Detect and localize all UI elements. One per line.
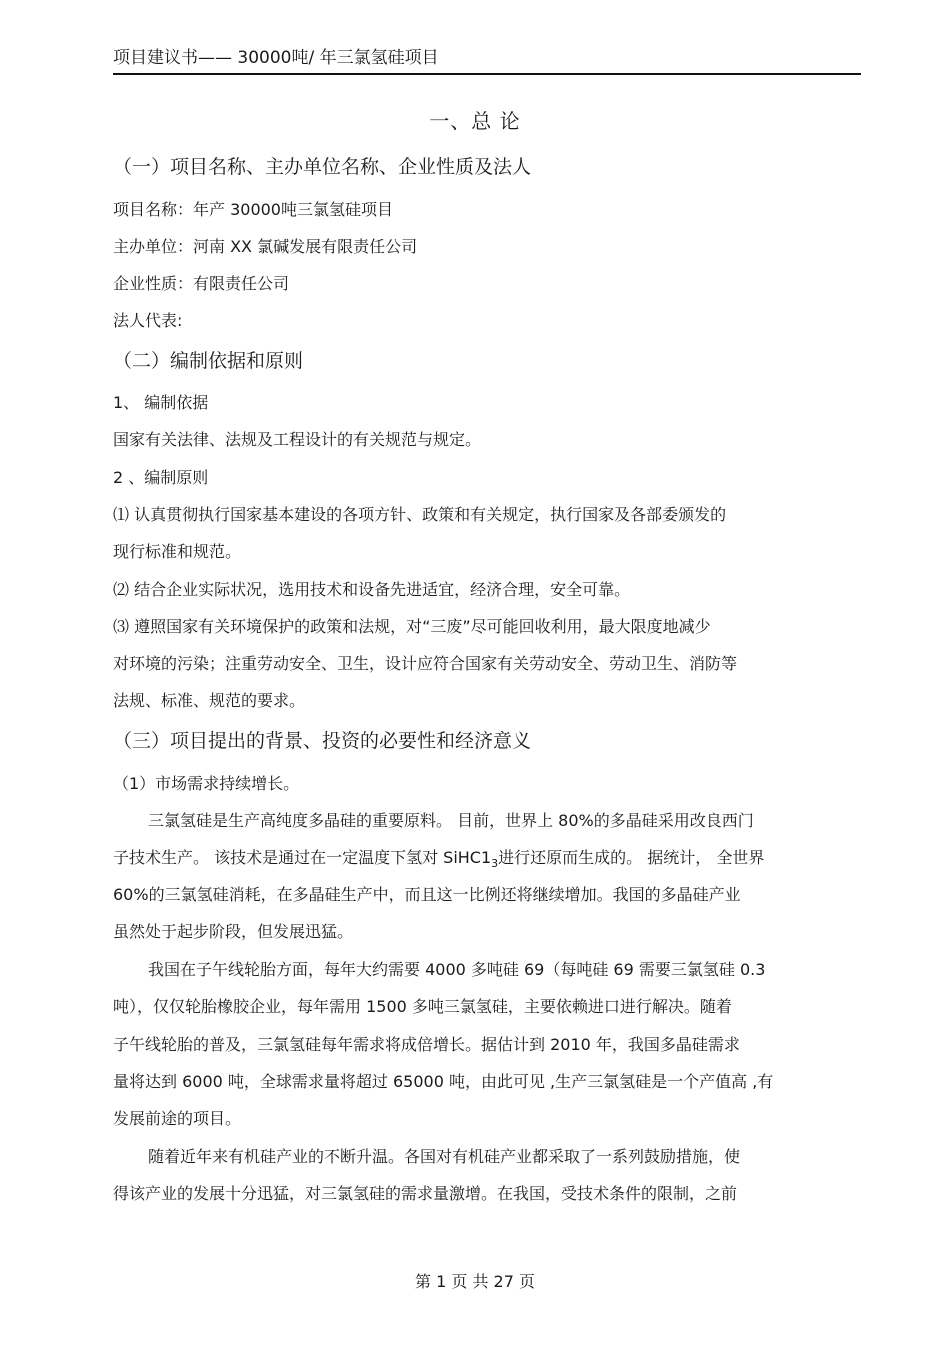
project-name: 项目名称：年产 30000吨三氯氢硅项目 [113, 200, 393, 219]
subheading-market: （1）市场需求持续增长。 [113, 774, 300, 793]
para-2-line-4: 量将达到 6000 吨，全球需求量将超过 65000 吨，由此可见 ,生产三氯氢硅是一个产值高 ,有 [113, 1072, 774, 1091]
principle-1-line-2: 现行标准和规范。 [113, 542, 242, 561]
header-divider [113, 73, 861, 75]
para-1-line-2-text: 子技术生产。 该技术是通过在一定温度下氢对 SiHC1 [113, 848, 492, 867]
para-1-line-2 [113, 846, 764, 876]
para-1-line-4: 虽然处于起步阶段，但发展迅猛。 [113, 922, 354, 941]
principle-1-line-1: ⑴ 认真贯彻执行国家基本建设的各项方针、政策和有关规定，执行国家及各部委颁发的 [113, 505, 727, 524]
section-heading-1: （一）项目名称、主办单位名称、企业性质及法人 [113, 156, 532, 178]
basis-text: 国家有关法律、法规及工程设计的有关规范与规定。 [113, 430, 482, 449]
principle-heading: 2 、编制原则 [113, 468, 209, 487]
para-1-line-1: 三氯氢硅是生产高纯度多晶硅的重要原料。 目前，世界上 80%的多晶硅采用改良西门 [148, 811, 754, 830]
page-footer: 第 1 页 共 27 页 [415, 1272, 535, 1291]
para-3-line-1: 随着近年来有机硅产业的不断升温。各国对有机硅产业都采取了一系列鼓励措施，使 [148, 1147, 741, 1166]
section-heading-3: （三）项目提出的背景、投资的必要性和经济意义 [113, 730, 532, 752]
para-3-line-2: 得该产业的发展十分迅猛，对三氯氢硅的需求量激增。在我国，受技术条件的限制，之前 [113, 1184, 738, 1203]
chapter-title: 一、总 论 [429, 109, 521, 133]
section-heading-2: （二）编制依据和原则 [113, 350, 304, 372]
host-unit: 主办单位：河南 XX 氯碱发展有限责任公司 [113, 237, 418, 256]
para-2-line-1: 我国在子午线轮胎方面，每年大约需要 4000 多吨硅 69（每吨硅 69 需要三氯氢硅 0.3 [148, 960, 766, 979]
basis-heading: 1、 编制依据 [113, 393, 209, 412]
para-1-line-2-tail: 进行还原而生成的。 据统计， 全世界 [498, 848, 765, 867]
para-2-line-2: 吨），仅仅轮胎橡胶企业，每年需用 1500 多吨三氯氢硅，主要依赖进口进行解决。随着 [113, 997, 732, 1016]
subscript-3: 3 [491, 857, 499, 871]
para-2-line-3: 子午线轮胎的普及，三氯氢硅每年需求将成倍增长。据估计到 2010 年，我国多晶硅需求 [113, 1035, 740, 1054]
principle-2: ⑵ 结合企业实际状况，选用技术和设备先进适宜，经济合理，安全可靠。 [113, 580, 631, 599]
principle-3-line-2: 对环境的污染；注重劳动安全、卫生，设计应符合国家有关劳动安全、劳动卫生、消防等 [113, 654, 738, 673]
principle-3-line-1: ⑶ 遵照国家有关环境保护的政策和法规，对“三废”尽可能回收利用，最大限度地减少 [113, 617, 711, 636]
para-2-line-5: 发展前途的项目。 [113, 1109, 242, 1128]
principle-3-line-3: 法规、标准、规范的要求。 [113, 691, 306, 710]
legal-representative: 法人代表: [113, 311, 183, 330]
enterprise-nature: 企业性质：有限责任公司 [113, 274, 290, 293]
para-1-line-3: 60%的三氯氢硅消耗，在多晶硅生产中，而且这一比例还将继续增加。我国的多晶硅产业 [113, 885, 741, 904]
page-header: 项目建议书—— 30000吨/ 年三氯氢硅项目 [113, 48, 439, 68]
